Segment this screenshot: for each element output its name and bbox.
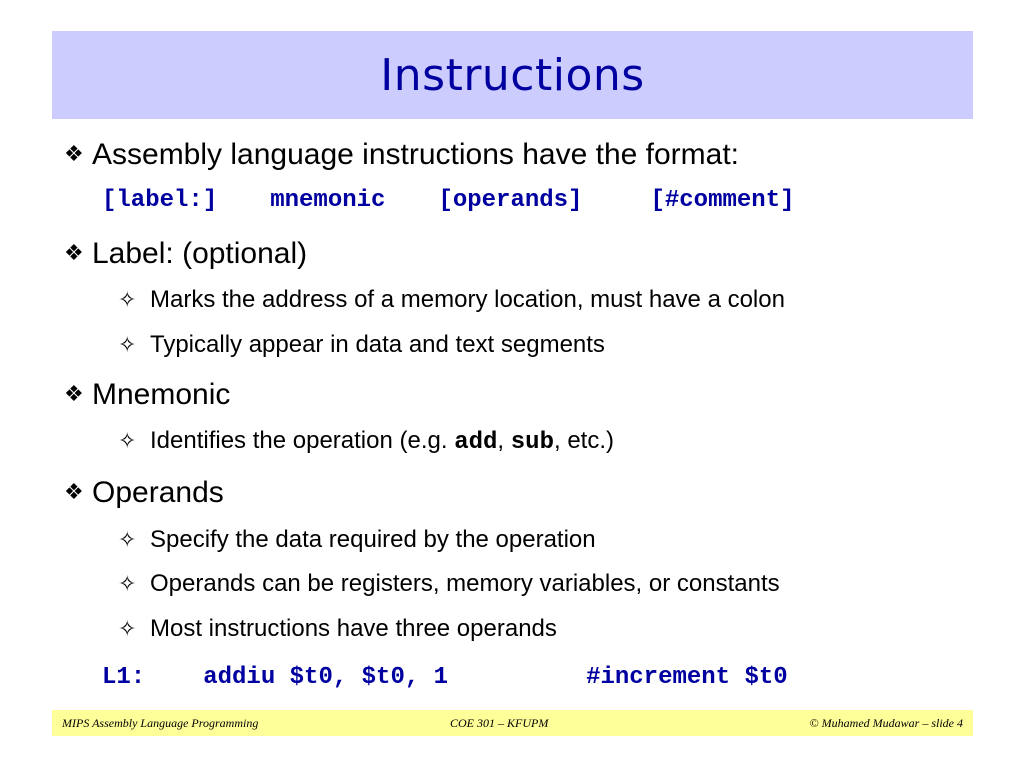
title-bar (52, 31, 973, 119)
example-code-line (102, 664, 788, 691)
suffix-text: , etc.) (553, 427, 614, 454)
star-bullet-icon: ✧ (118, 333, 137, 358)
sub-bullet (118, 569, 780, 600)
sub-bullet-text: Specify the data required by the operation (150, 526, 596, 553)
bullet-mnemonic (64, 377, 230, 413)
separator-text: , (497, 427, 511, 454)
sub-bullet-text: Marks the address of a memory location, must have a colon (150, 286, 785, 313)
format-label-part: [label:] (102, 187, 218, 214)
sub-bullet (118, 330, 605, 361)
star-bullet-icon: ✧ (118, 429, 137, 454)
footer-course-title: MIPS Assembly Language Programming (62, 716, 259, 730)
diamond-bullet-icon: ❖ (64, 241, 84, 266)
bullet-text: Label: (optional) (92, 237, 308, 270)
slide-title: Instructions (380, 49, 645, 101)
sub-bullet-text: Operands can be registers, memory variables, or constants (150, 570, 780, 597)
diamond-bullet-icon: ❖ (64, 142, 84, 167)
format-code-line (102, 187, 795, 214)
sub-bullet-text: Typically appear in data and text segments (150, 331, 605, 358)
format-mnemonic-part: mnemonic (270, 187, 386, 214)
footer-bar (52, 710, 973, 736)
format-comment-part: [#comment] (650, 187, 795, 214)
star-bullet-icon: ✧ (118, 288, 137, 313)
bullet-format (64, 137, 739, 173)
code-sub: sub (510, 429, 554, 456)
example-label: L1: (102, 664, 146, 691)
footer-course-code: COE 301 – KFUPM (450, 716, 549, 730)
bullet-operands (64, 475, 224, 511)
sub-bullet (118, 525, 596, 556)
sub-bullet (118, 426, 614, 458)
sub-bullet (118, 285, 785, 316)
star-bullet-icon: ✧ (118, 528, 137, 553)
sub-bullet-text: Most instructions have three operands (150, 615, 557, 642)
star-bullet-icon: ✧ (118, 572, 137, 597)
example-comment: #increment $t0 (586, 664, 788, 691)
code-add: add (454, 429, 498, 456)
sub-bullet-text: Identifies the operation (e.g. (150, 427, 455, 454)
format-operands-part: [operands] (438, 187, 583, 214)
bullet-text: Operands (92, 476, 224, 509)
bullet-text: Mnemonic (92, 378, 231, 411)
footer-slide-number: © Muhamed Mudawar – slide 4 (809, 716, 963, 730)
diamond-bullet-icon: ❖ (64, 382, 84, 407)
bullet-label (64, 236, 307, 272)
example-instruction: addiu $t0, $t0, 1 (203, 664, 449, 691)
diamond-bullet-icon: ❖ (64, 480, 84, 505)
bullet-text: Assembly language instructions have the format: (92, 138, 740, 171)
sub-bullet (118, 614, 557, 645)
star-bullet-icon: ✧ (118, 617, 137, 642)
